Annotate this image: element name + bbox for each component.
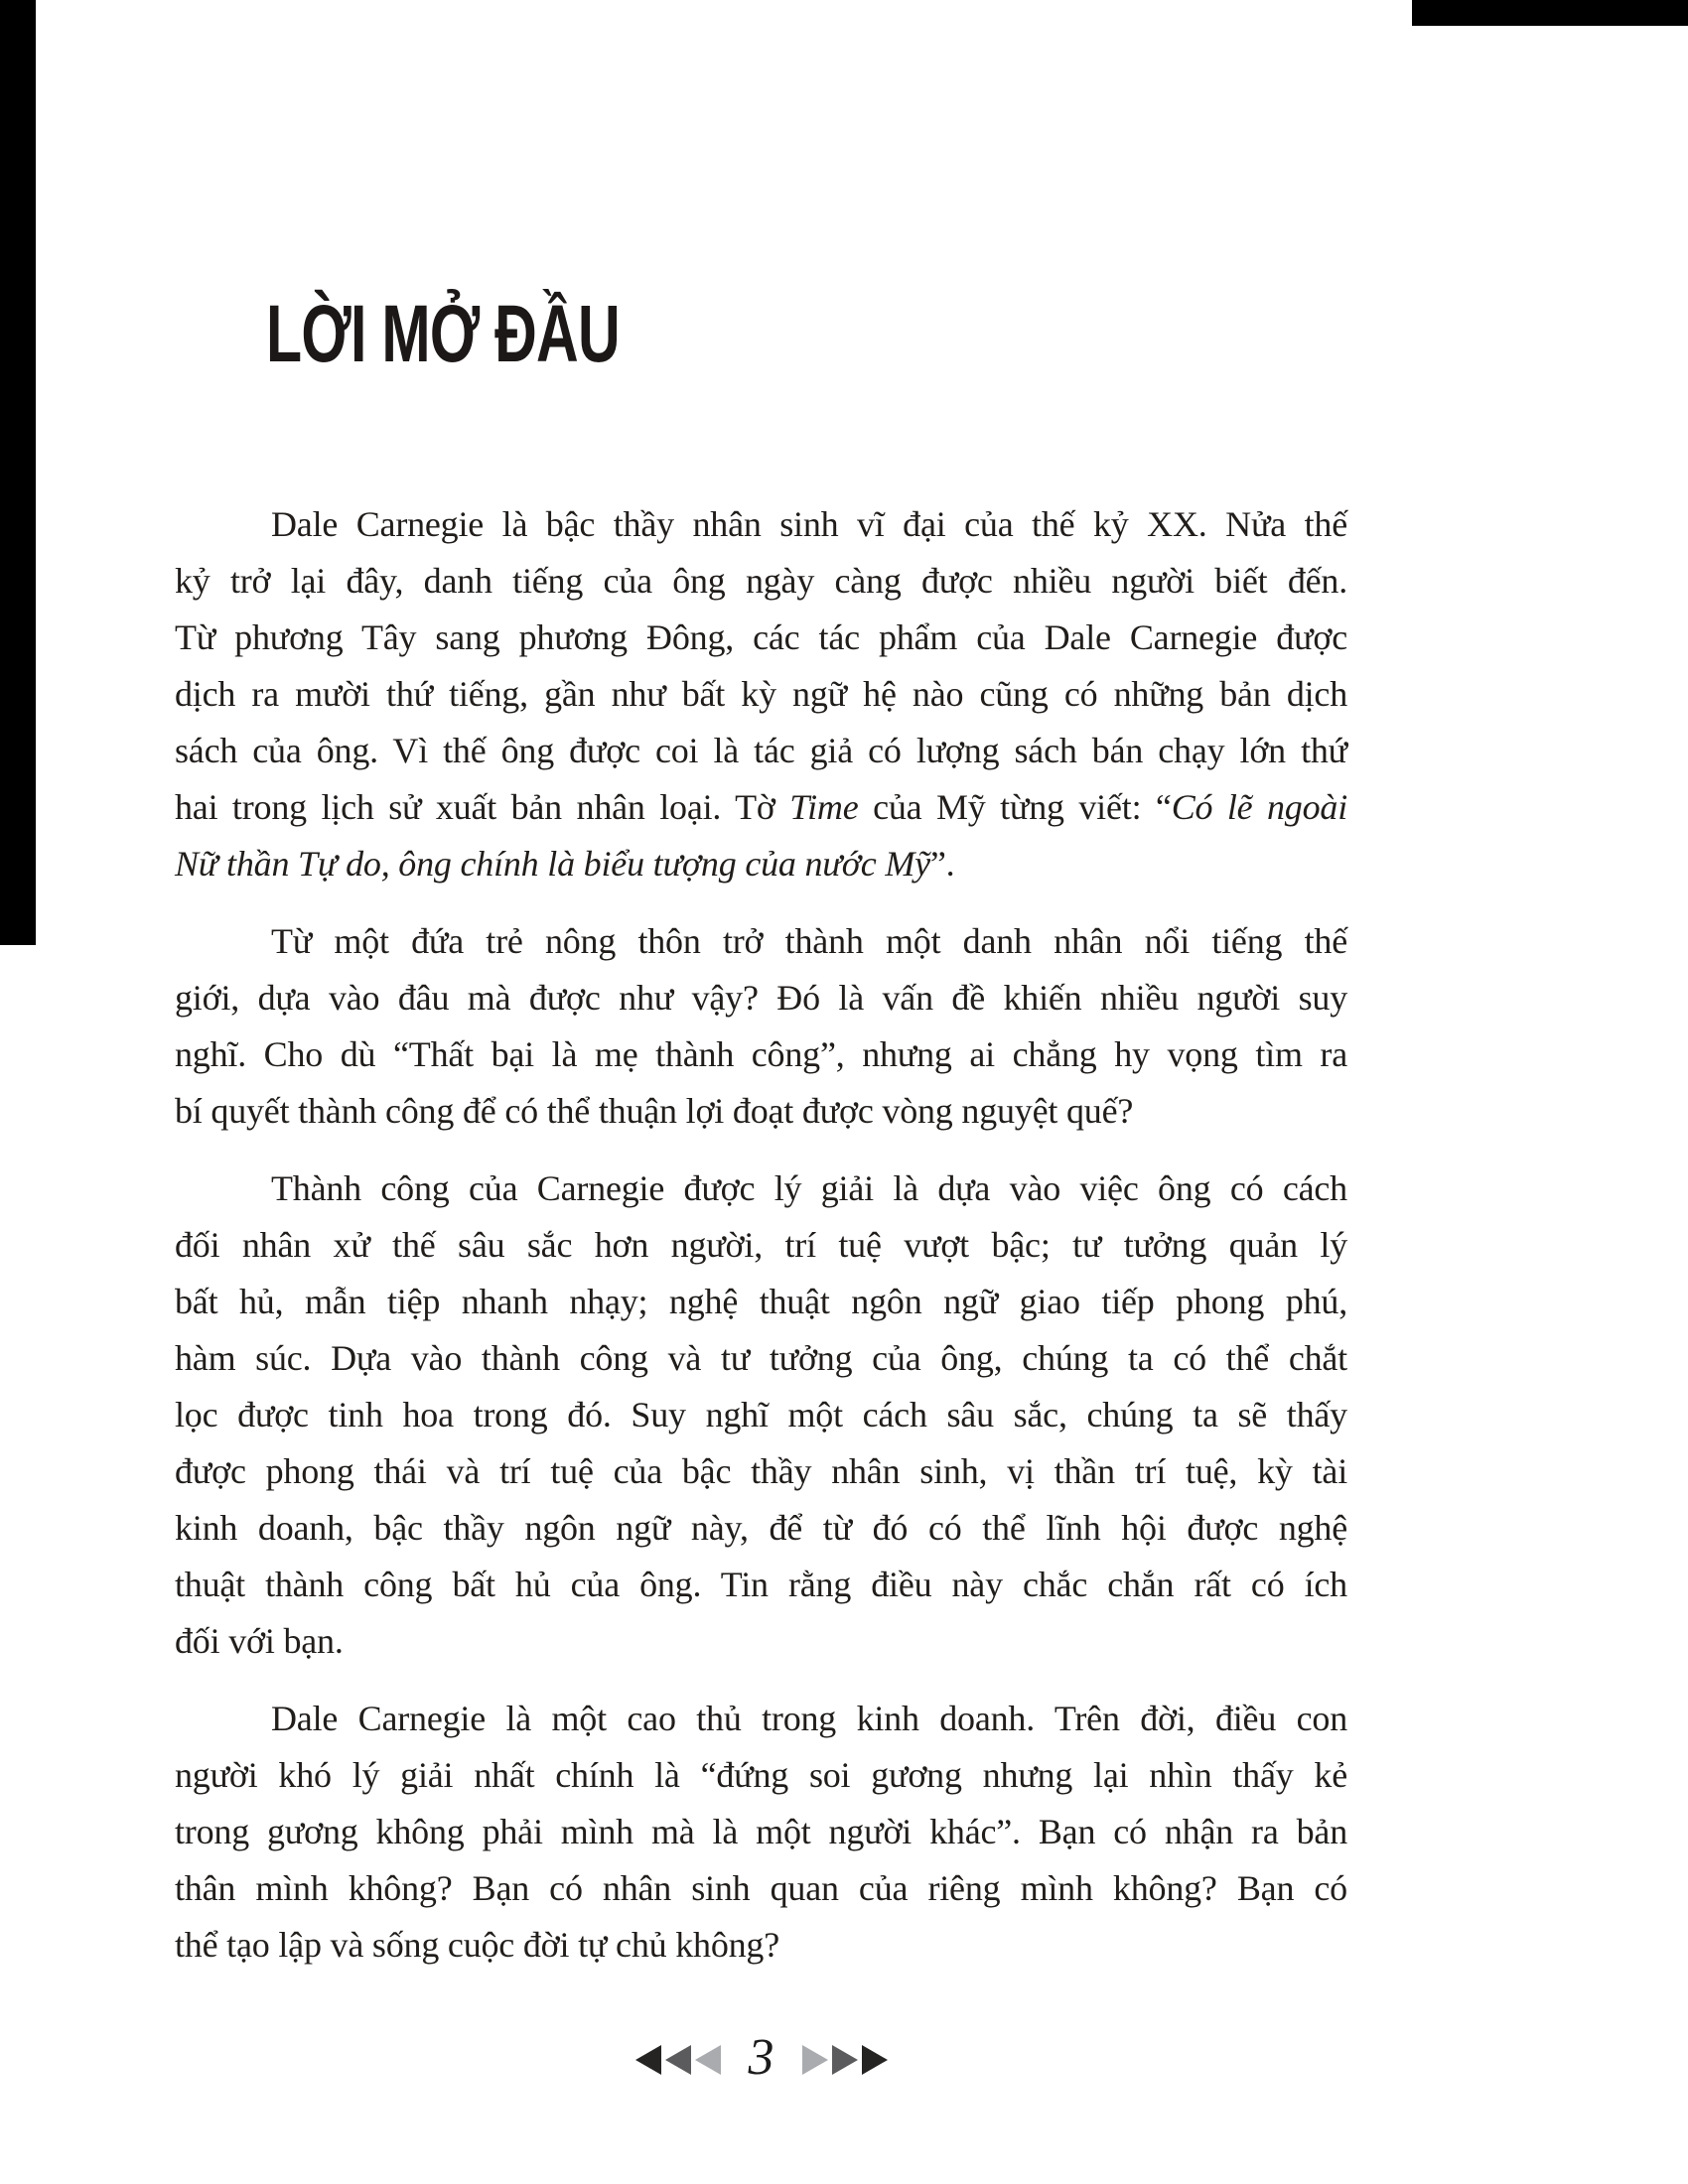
text-segment: hai trong lịch sử xuất bản nhân loại. Tờ: [175, 787, 790, 827]
page-number: 3: [748, 2029, 774, 2086]
text-line: trong gương không phải mình mà là một người khác”. Bạn có nhận ra bản: [175, 1812, 1347, 1851]
paragraph: [175, 913, 1347, 1140]
text-segment-italic: Nữ thần Tự do, ông chính là biểu tượng của nước Mỹ: [175, 844, 930, 884]
text-line: Thành công của Carnegie được lý giải là dựa vào việc ông có cách: [271, 1168, 1347, 1208]
text-line: đối nhân xử thế sâu sắc hơn người, trí tuệ vượt bậc; tư tưởng quản lý: [175, 1225, 1347, 1265]
text-line: kinh doanh, bậc thầy ngôn ngữ này, để từ đó có thể lĩnh hội được nghệ: [175, 1508, 1347, 1548]
text-line: Từ một đứa trẻ nông thôn trở thành một danh nhân nổi tiếng thế: [271, 921, 1347, 961]
text-line: giới, dựa vào đâu mà được như vậy? Đó là vấn đề khiến nhiều người suy: [175, 978, 1347, 1018]
text-line: Dale Carnegie là bậc thầy nhân sinh vĩ đại của thế kỷ XX. Nửa thế: [271, 504, 1347, 544]
right-arrow-icon: [862, 2045, 888, 2075]
text-line: dịch ra mười thứ tiếng, gần như bất kỳ ngữ hệ nào cũng có những bản dịch: [175, 674, 1347, 714]
text-line: lọc được tinh hoa trong đó. Suy nghĩ một cách sâu sắc, chúng ta sẽ thấy: [175, 1395, 1347, 1434]
text-line: sách của ông. Vì thế ông được coi là tác giả có lượng sách bán chạy lớn thứ: [175, 731, 1347, 770]
paragraph: [175, 1160, 1347, 1670]
text-segment-italic: Có lẽ ngoài: [1171, 787, 1347, 827]
scan-artifact-top-right-bar: [1412, 0, 1688, 26]
text-line: [175, 779, 1347, 836]
text-line: thể tạo lập và sống cuộc đời tự chủ không?: [175, 1925, 779, 1965]
right-arrow-icon: [832, 2045, 858, 2075]
text-line: đối với bạn.: [175, 1621, 344, 1661]
left-arrow-icon: [635, 2045, 661, 2075]
text-line: Dale Carnegie là một cao thủ trong kinh doanh. Trên đời, điều con: [271, 1699, 1347, 1738]
page-footer: [175, 2025, 1347, 2095]
text-line: bí quyết thành công để có thể thuận lợi đoạt được vòng nguyệt quế?: [175, 1091, 1134, 1131]
paragraph: [175, 496, 1347, 892]
body-text: [175, 496, 1347, 1974]
text-line: thuật thành công bất hủ của ông. Tin rằng điều này chắc chắn rất có ích: [175, 1565, 1347, 1604]
text-line: bất hủ, mẫn tiệp nhanh nhạy; nghệ thuật ngôn ngữ giao tiếp phong phú,: [175, 1282, 1347, 1321]
text-line: [175, 836, 1347, 892]
text-line: được phong thái và trí tuệ của bậc thầy nhân sinh, vị thần trí tuệ, kỳ tài: [175, 1451, 1347, 1491]
scan-artifact-left-bar: [0, 0, 36, 945]
text-line: kỷ trở lại đây, danh tiếng của ông ngày càng được nhiều người biết đến.: [175, 561, 1347, 601]
text-line: hàm súc. Dựa vào thành công và tư tưởng của ông, chúng ta có thể chắt: [175, 1338, 1347, 1378]
page-title: LỜI MỞ ĐẦU: [266, 289, 620, 379]
text-segment: của Mỹ từng viết: “: [858, 787, 1172, 827]
text-segment-italic: Time: [789, 787, 859, 827]
left-arrow-icon: [695, 2045, 721, 2075]
right-arrow-icon: [802, 2045, 828, 2075]
text-line: nghĩ. Cho dù “Thất bại là mẹ thành công”, nhưng ai chẳng hy vọng tìm ra: [175, 1034, 1347, 1074]
paragraph: [175, 1691, 1347, 1974]
text-segment: ”.: [929, 844, 955, 884]
left-arrow-icon: [665, 2045, 691, 2075]
text-line: người khó lý giải nhất chính là “đứng soi gương nhưng lại nhìn thấy kẻ: [175, 1755, 1347, 1795]
text-line: Từ phương Tây sang phương Đông, các tác phẩm của Dale Carnegie được: [175, 617, 1347, 657]
text-line: thân mình không? Bạn có nhân sinh quan của riêng mình không? Bạn có: [175, 1868, 1347, 1908]
